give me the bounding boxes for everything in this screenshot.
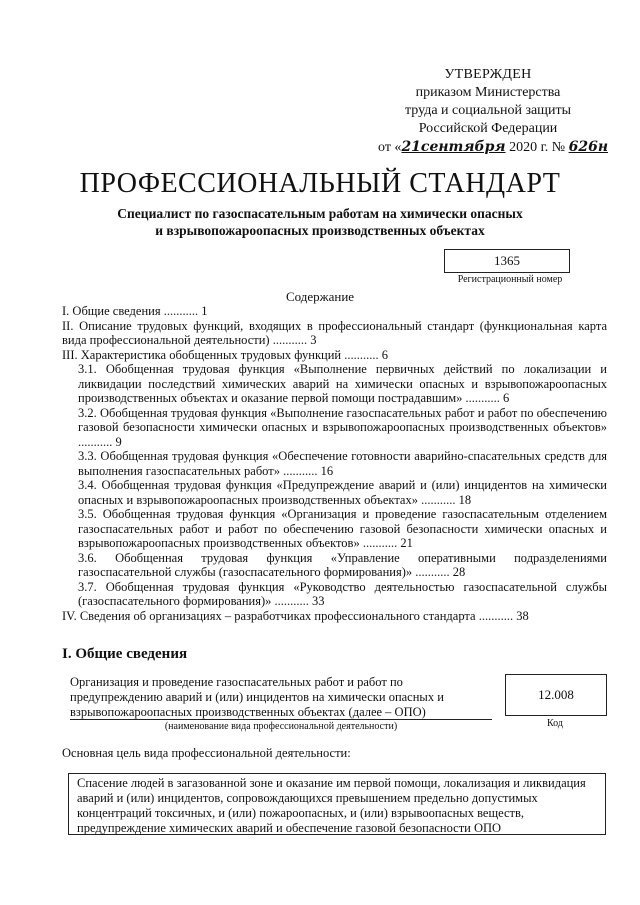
registration-caption: Регистрационный номер	[457, 274, 563, 285]
goal-label: Основная цель вида профессиональной деятельности:	[62, 746, 351, 760]
toc-entry[interactable]	[62, 348, 607, 363]
toc-page-number: 21	[400, 536, 413, 550]
toc-leader-dots: ...........	[462, 391, 504, 405]
toc-entry[interactable]	[62, 362, 607, 406]
contents-heading: Содержание	[285, 289, 355, 304]
section-heading: I. Общие сведения	[62, 646, 188, 662]
toc-entry[interactable]	[62, 304, 607, 319]
approved-heading: УТВЕРЖДЕН	[444, 67, 532, 82]
toc-entry[interactable]	[62, 406, 607, 450]
toc-page-number: 28	[452, 565, 466, 579]
toc-entry-title: III. Характеристика обобщенных трудовых функций	[62, 347, 342, 362]
document-title: ПРОФЕССИОНАЛЬНЫЙ СТАНДАРТ	[79, 168, 561, 199]
toc-leader-dots: ...........	[412, 565, 453, 579]
order-number: 626н	[568, 139, 609, 155]
toc-entry[interactable]	[62, 319, 607, 348]
activity-kind-text: Организация и проведение газоспасательных работ и работ по предупреждению аварий и (или) инцидентов на химически опасных и взрывопожароопасных производственных объектах (далее – ОПО)	[70, 675, 444, 719]
toc-leader-dots: ...........	[475, 608, 517, 623]
approved-line: Российской Федерации	[418, 121, 558, 136]
document-subtitle	[60, 205, 580, 239]
approved-line: труда и социальной защиты	[405, 103, 571, 118]
toc-entry-title: 3.6. Обобщенная трудовая функция «Управление оперативными подразделениями газоспасательной службы (газоспасательного формирования)»	[78, 550, 607, 579]
subtitle-line: Специалист по газоспасательным работам на химически опасных	[117, 206, 523, 221]
registration-number-box: 1365	[444, 249, 570, 273]
toc-leader-dots: ...........	[417, 492, 459, 507]
toc-entry-title: 3.1. Обобщенная трудовая функция «Выполнение первичных действий по локализации и ликвидации последствий химических аварий на химически опасных и взрывопожароопасных производственных объектах и оказание первой помощи пострадавшим»	[78, 362, 607, 405]
activity-code-box: 12.008	[505, 674, 607, 716]
toc-page-number: 18	[458, 492, 472, 507]
divider	[70, 719, 492, 720]
activity-code-caption: Код	[547, 718, 563, 729]
date-month: сентября	[420, 139, 506, 155]
toc-entry-title: 3.4. Обобщенная трудовая функция «Предупреждение аварий и (или) инцидентов на химически опасных и взрывопожароопасных производственных объектах»	[78, 478, 607, 507]
toc-entry[interactable]	[62, 507, 607, 551]
toc-entry[interactable]	[62, 478, 607, 507]
toc-page-number: 38	[516, 608, 529, 623]
toc-leader-dots: ...........	[269, 333, 311, 347]
toc-entry-title: II. Описание трудовых функций, входящих в профессиональный стандарт (функциональная карта вида профессиональной деятельности)	[62, 318, 607, 347]
toc-leader-dots: ...........	[341, 347, 382, 362]
toc-entry[interactable]	[62, 609, 607, 624]
toc-entry[interactable]	[62, 551, 607, 580]
date-day: 21	[401, 139, 421, 155]
toc-page-number: 6	[503, 391, 510, 405]
date-prefix: от «	[378, 140, 402, 155]
toc-entry-title: 3.5. Обобщенная трудовая функция «Организация и проведение газоспасательным отделением газоспасательных работ и работ по обеспечению газовой безопасности химически опасных и взрывопожароопасных производственных объектов»	[78, 507, 607, 550]
table-of-contents	[62, 304, 607, 623]
toc-leader-dots: ...........	[160, 304, 202, 318]
toc-page-number: 33	[312, 594, 325, 608]
toc-page-number: 6	[381, 347, 388, 362]
subtitle-line: и взрывопожароопасных производственных объектах	[155, 223, 485, 238]
toc-leader-dots: ...........	[271, 594, 313, 608]
goal-box: Спасение людей в загазованной зоне и оказание им первой помощи, локализация и ликвидация аварий и (или) инцидентов, сопровождающихся превышением предельно допустимых концентраций токсичных, и (или) пожароопасных, и (или) взрывоопасных веществ, предупреждение химических аварий и обеспечение газовой безопасности ОПО	[68, 773, 606, 835]
approval-stamp	[378, 66, 609, 157]
toc-page-number: 1	[201, 304, 208, 318]
toc-leader-dots: ...........	[78, 434, 116, 449]
toc-entry-title: 3.3. Обобщенная трудовая функция «Обеспечение готовности аварийно-спасательных средств для выполнения газоспасательных работ»	[78, 449, 607, 478]
toc-entry-title: 3.2. Обобщенная трудовая функция «Выполнение газоспасательных работ и работ по обеспечению газовой безопасности химически опасных и взрывопожароопасных производственных объектов»	[78, 405, 607, 434]
toc-page-number: 16	[320, 463, 334, 478]
toc-entry[interactable]	[62, 580, 607, 609]
toc-leader-dots: ...........	[279, 463, 321, 478]
toc-leader-dots: ...........	[359, 536, 401, 550]
toc-page-number: 3	[310, 333, 317, 347]
approved-line: приказом Министерства	[415, 85, 561, 100]
date-year: 2020 г. №	[509, 140, 566, 155]
toc-entry-title: I. Общие сведения	[62, 304, 161, 318]
toc-page-number: 9	[115, 434, 122, 449]
toc-entry[interactable]	[62, 449, 607, 478]
approval-date	[378, 138, 609, 157]
toc-entry-title: IV. Сведения об организациях – разработчиках профессионального стандарта	[62, 608, 476, 623]
toc-entry-title: 3.7. Обобщенная трудовая функция «Руководство деятельностью газоспасательной службы (газоспасательного формирования)»	[78, 579, 607, 608]
activity-kind-caption: (наименование вида профессиональной деятельности)	[164, 721, 398, 732]
